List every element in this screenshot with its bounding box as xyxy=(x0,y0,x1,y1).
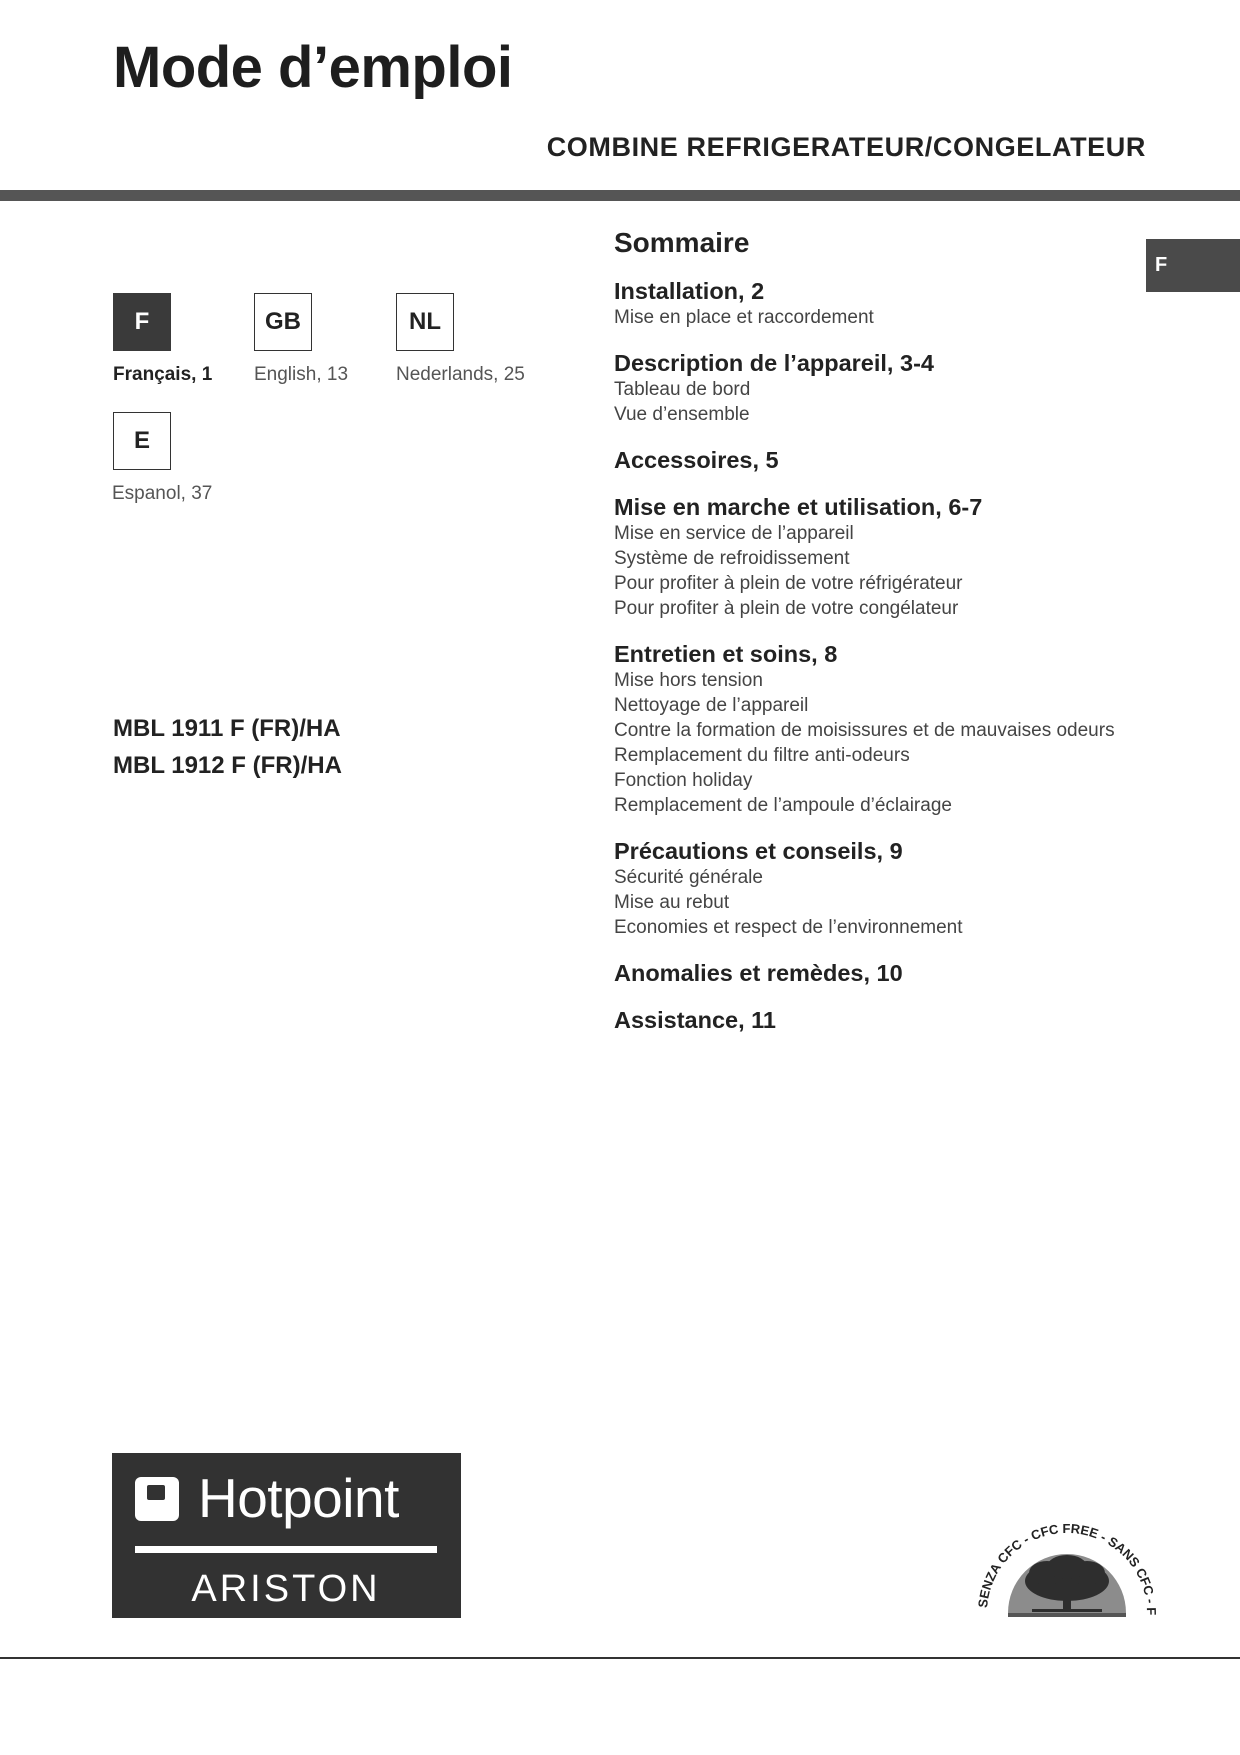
toc-section-title[interactable]: Précautions et conseils, 9 xyxy=(614,838,903,864)
toc-heading: Sommaire xyxy=(614,227,750,258)
toc-item: Système de refroidissement xyxy=(614,548,850,569)
toc-item: Mise en service de l’appareil xyxy=(614,523,854,544)
toc-item: Mise en place et raccordement xyxy=(614,307,874,328)
toc-item: Remplacement du filtre anti-odeurs xyxy=(614,745,910,766)
toc-item: Economies et respect de l’environnement xyxy=(614,917,963,938)
toc-item: Nettoyage de l’appareil xyxy=(614,695,809,716)
language-box-e[interactable]: E xyxy=(113,412,171,470)
toc-section-title[interactable]: Entretien et soins, 8 xyxy=(614,641,838,667)
language-box-nl[interactable]: NL xyxy=(396,293,454,351)
toc-section xyxy=(614,446,1134,474)
model-number: MBL 1911 F (FR)/HA xyxy=(113,715,341,742)
toc-section xyxy=(614,1006,1134,1034)
language-label-f[interactable]: Français, 1 xyxy=(113,364,213,385)
cfc-badge-graphic xyxy=(972,1515,1162,1625)
toc-section-title[interactable]: Description de l’appareil, 3-4 xyxy=(614,350,934,376)
toc-item: Vue d’ensemble xyxy=(614,404,750,425)
cfc-badge-text: SENZA CFC - CFC FREE - SANS CFC - F xyxy=(975,1520,1160,1616)
logo-wordmark-hotpoint: Hotpoint xyxy=(198,1467,399,1529)
toc-item: Contre la formation de moisissures et de mauvaises odeurs xyxy=(614,720,1115,741)
table-of-contents xyxy=(614,226,1134,1053)
language-box-f[interactable]: F xyxy=(113,293,171,351)
toc-item: Pour profiter à plein de votre congélateur xyxy=(614,598,959,619)
product-type-subtitle: COMBINE REFRIGERATEUR/CONGELATEUR xyxy=(546,132,1146,162)
language-box-gb[interactable]: GB xyxy=(254,293,312,351)
toc-item: Pour profiter à plein de votre réfrigérateur xyxy=(614,573,963,594)
toc-section xyxy=(614,837,1134,940)
logo-divider xyxy=(135,1546,437,1553)
toc-section xyxy=(614,959,1134,987)
language-label-nl[interactable]: Nederlands, 25 xyxy=(396,364,525,385)
toc-section-title[interactable]: Mise en marche et utilisation, 6-7 xyxy=(614,494,983,520)
toc-section-title[interactable]: Assistance, 11 xyxy=(614,1007,776,1033)
toc-section xyxy=(614,277,1134,330)
toc-section xyxy=(614,640,1134,818)
language-label-gb[interactable]: English, 13 xyxy=(254,364,349,385)
footer-divider xyxy=(0,1657,1240,1659)
toc-item: Sécurité générale xyxy=(614,867,763,888)
header-divider xyxy=(0,190,1240,201)
toc-section xyxy=(614,349,1134,427)
toc-item: Mise hors tension xyxy=(614,670,763,691)
language-label-e[interactable]: Espanol, 37 xyxy=(112,483,213,504)
language-side-tab: F xyxy=(1146,239,1240,292)
toc-section-title[interactable]: Installation, 2 xyxy=(614,278,765,304)
model-number: MBL 1912 F (FR)/HA xyxy=(113,752,342,779)
cfc-free-badge xyxy=(972,1515,1162,1630)
hotpoint-ariston-logo xyxy=(112,1453,461,1618)
toc-item: Fonction holiday xyxy=(614,770,753,791)
toc-item: Tableau de bord xyxy=(614,379,751,400)
toc-section xyxy=(614,493,1134,621)
brand-logo-graphic xyxy=(112,1453,461,1618)
toc-item: Remplacement de l’ampoule d’éclairage xyxy=(614,795,952,816)
toc-section-title[interactable]: Anomalies et remèdes, 10 xyxy=(614,960,903,986)
toc-item: Mise au rebut xyxy=(614,892,730,913)
toc-section-title[interactable]: Accessoires, 5 xyxy=(614,447,779,473)
logo-wordmark-ariston: ARISTON xyxy=(191,1568,381,1610)
page-title: Mode d’emploi xyxy=(113,35,513,100)
